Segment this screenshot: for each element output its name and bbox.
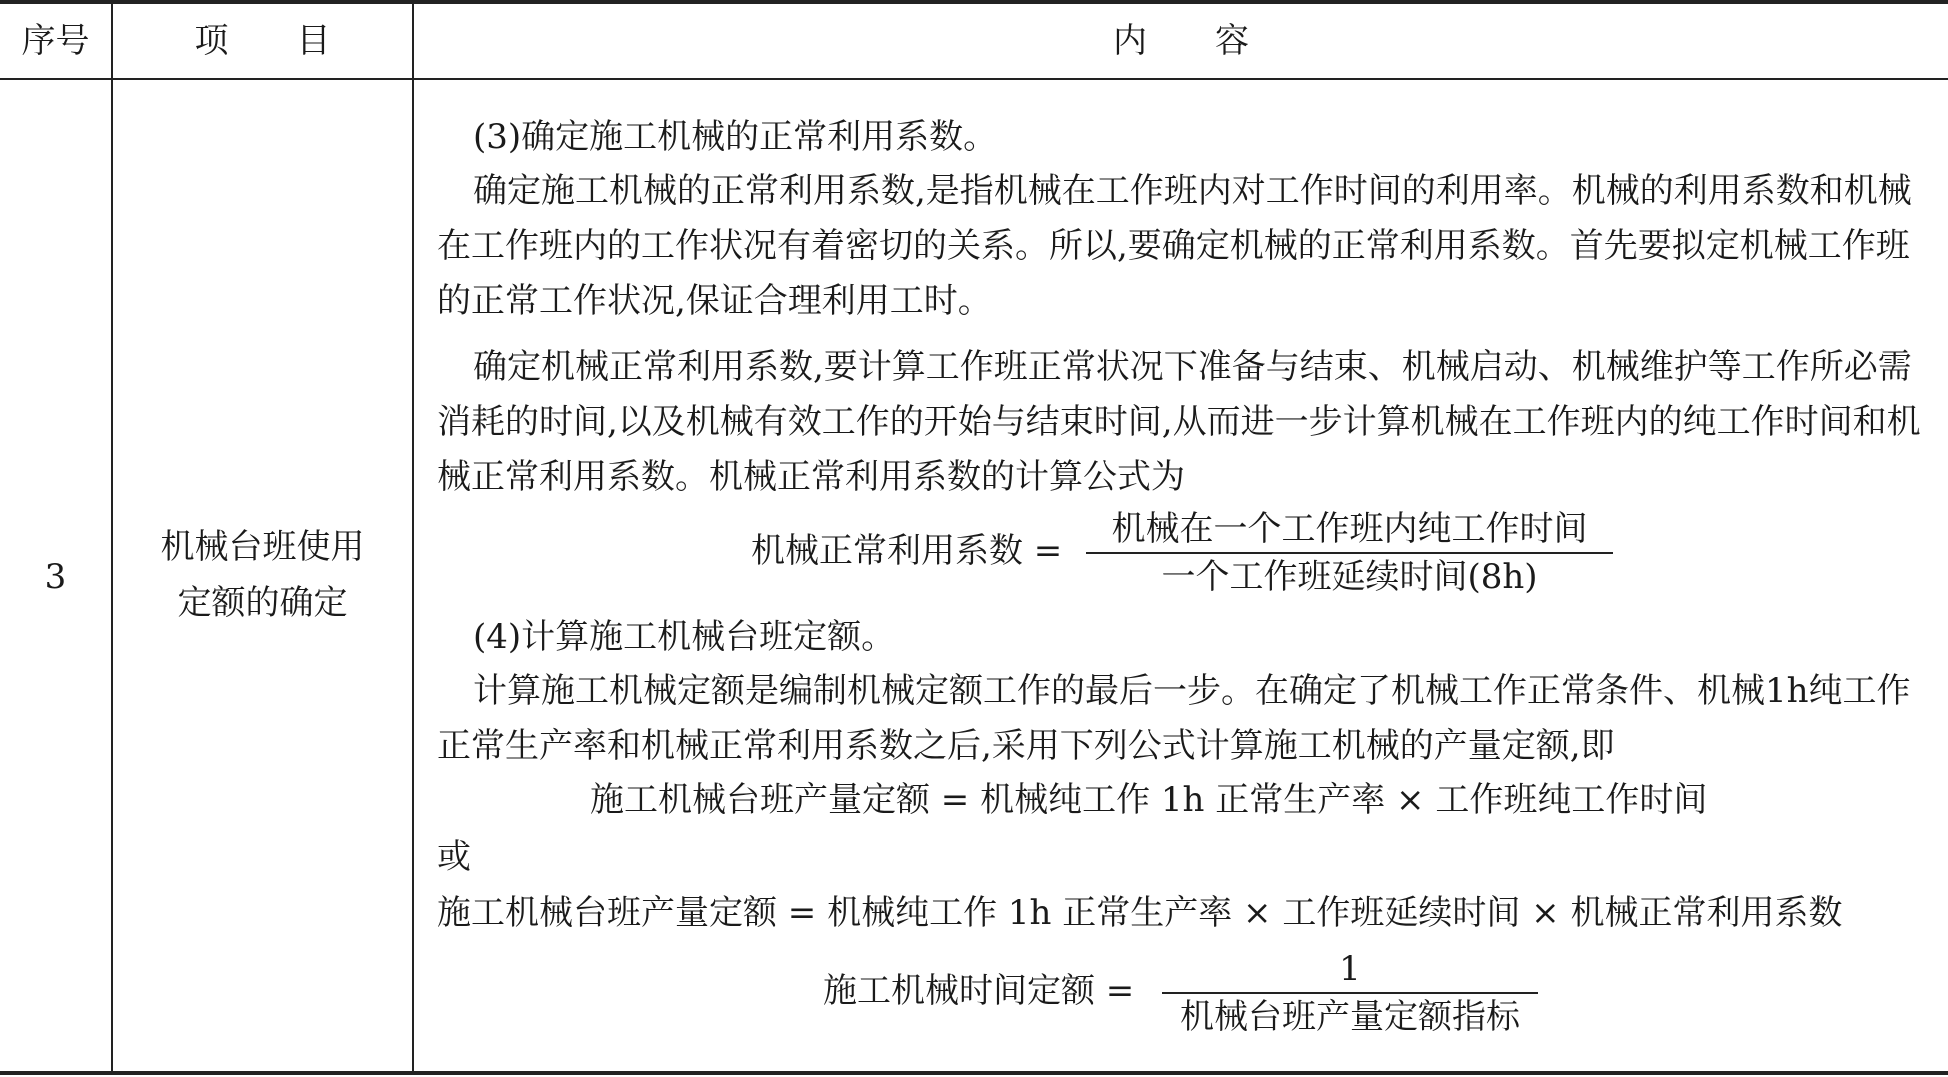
- formula-3: 施工机械台班产量定额 = 机械纯工作 1h 正常生产率 × 工作班延续时间 × 机械正常利用系数: [437, 893, 1843, 933]
- content-or: 或: [437, 837, 471, 877]
- formula-1-fraction-bar: [1086, 552, 1613, 554]
- header-serial-number: 序号: [21, 21, 90, 61]
- header-content: 内 容: [1113, 21, 1249, 61]
- formula-1-denominator: 一个工作班延续时间(8h): [1161, 557, 1538, 597]
- formula-4-denominator: 机械台班产量定额指标: [1180, 997, 1520, 1037]
- formula-1-numerator: 机械在一个工作班内纯工作时间: [1111, 509, 1588, 549]
- table-top-border: [0, 0, 1948, 4]
- content-heading-3: (3)确定施工机械的正常利用系数。: [473, 117, 998, 157]
- formula-4-fraction-bar: [1162, 992, 1538, 994]
- header-bottom-border: [0, 78, 1948, 80]
- header-item: 项 目: [194, 21, 331, 61]
- row-item-line-1: 机械台班使用: [160, 527, 365, 567]
- row-serial-number: 3: [44, 557, 67, 597]
- column-divider-2: [412, 0, 414, 1075]
- row-item-line-2: 定额的确定: [177, 583, 348, 623]
- formula-4-lhs: 施工机械时间定额 =: [823, 971, 1135, 1011]
- content-paragraph-1: 确定施工机械的正常利用系数,是指机械在工作班内对工作时间的利用率。机械的利用系数和机械在工作班内的工作状况有着密切的关系。所以,要确定机械的正常利用系数。首先要拟定机械工作班的正常工作状况,保证合理利用工时。: [437, 171, 1912, 321]
- formula-2: 施工机械台班产量定额 = 机械纯工作 1h 正常生产率 × 工作班纯工作时间: [590, 780, 1708, 820]
- table-bottom-border: [0, 1071, 1948, 1075]
- content-paragraph-3: 计算施工机械定额是编制机械定额工作的最后一步。在确定了机械工作正常条件、机械1h纯工作正常生产率和机械正常利用系数之后,采用下列公式计算施工机械的产量定额,即: [437, 671, 1911, 766]
- formula-1-lhs: 机械正常利用系数 =: [751, 531, 1063, 571]
- formula-4-numerator: 1: [1339, 949, 1361, 989]
- content-paragraph-2: 确定机械正常利用系数,要计算工作班正常状况下准备与结束、机械启动、机械维护等工作所必需消耗的时间,以及机械有效工作的开始与结束时间,从而进一步计算机械在工作班内的纯工作时间和机械正常利用系数。机械正常利用系数的计算公式为: [437, 347, 1921, 497]
- content-heading-4: (4)计算施工机械台班定额。: [473, 617, 896, 657]
